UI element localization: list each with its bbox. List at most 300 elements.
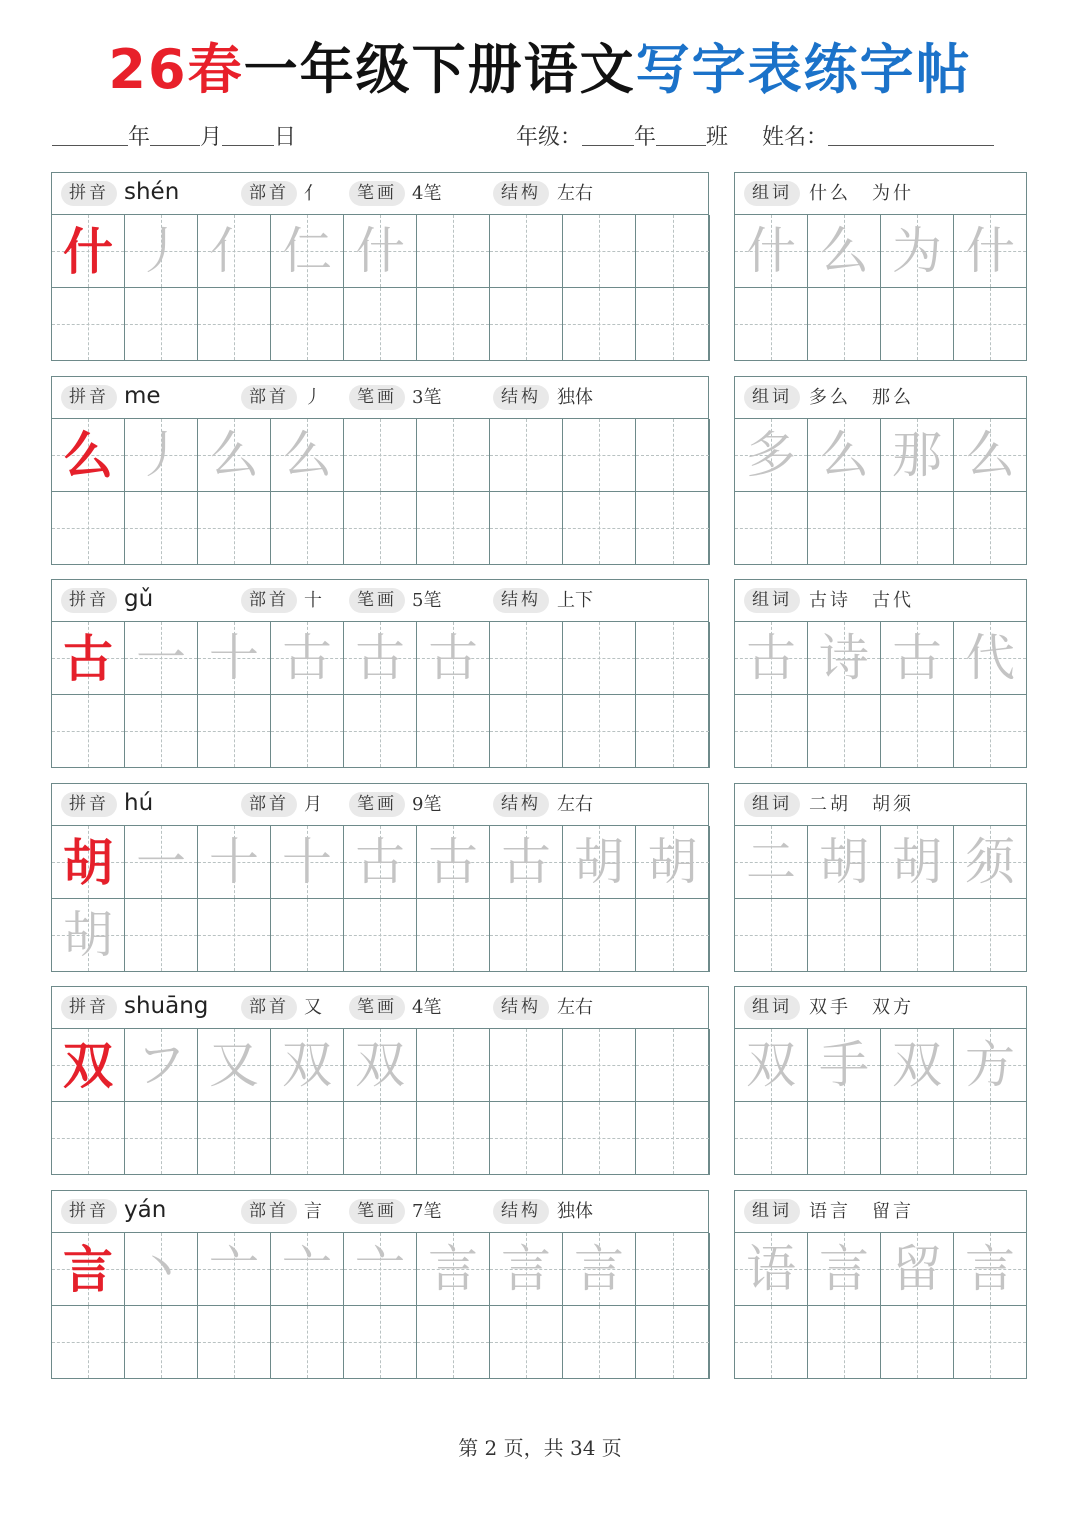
character-info-row — [52, 987, 708, 1029]
writing-cell[interactable] — [881, 215, 954, 288]
writing-cell[interactable] — [344, 215, 417, 288]
strokes-value: 9笔 — [412, 794, 442, 815]
writing-cell[interactable] — [636, 288, 710, 361]
writing-cell[interactable] — [52, 695, 125, 768]
writing-cell[interactable] — [636, 492, 710, 565]
writing-cell[interactable] — [344, 1102, 417, 1175]
words-tag: 组词 — [744, 385, 800, 410]
writing-cell[interactable] — [881, 1233, 954, 1306]
writing-cell[interactable] — [636, 1029, 710, 1102]
writing-cell[interactable] — [636, 695, 710, 768]
writing-cell[interactable] — [417, 1029, 490, 1102]
radical-tag: 部首 — [241, 588, 297, 613]
writing-cell[interactable] — [954, 1029, 1027, 1102]
writing-cell[interactable] — [881, 622, 954, 695]
model-character: 双 — [63, 1036, 113, 1095]
writing-cell[interactable] — [490, 826, 563, 899]
writing-cell[interactable] — [563, 622, 636, 695]
writing-cell[interactable] — [344, 288, 417, 361]
writing-cell[interactable] — [198, 1102, 271, 1175]
writing-cell[interactable] — [735, 492, 808, 565]
stroke-step: フ — [136, 1036, 186, 1094]
writing-cell[interactable] — [52, 826, 125, 899]
word-trace-character: 么 — [819, 222, 869, 280]
model-character: 么 — [63, 426, 113, 485]
pinyin-value: hú — [124, 790, 154, 816]
writing-cell[interactable] — [271, 1306, 344, 1379]
writing-cell[interactable] — [881, 1102, 954, 1175]
stroke-step: 亠 — [209, 1240, 259, 1298]
structure-value: 上下 — [557, 590, 593, 611]
model-character: 古 — [63, 629, 113, 688]
strokes-tag: 笔画 — [349, 588, 405, 613]
words-value: 双手 双方 — [809, 997, 914, 1018]
page-footer: 第 2 页，共 34 页 — [458, 1436, 622, 1460]
writing-cell[interactable] — [198, 899, 271, 972]
writing-cell[interactable] — [344, 1029, 417, 1102]
writing-cell[interactable] — [881, 1029, 954, 1102]
words-value: 多么 那么 — [809, 387, 914, 408]
structure-tag: 结构 — [493, 181, 549, 206]
writing-cell[interactable] — [808, 622, 881, 695]
writing-cell[interactable] — [563, 899, 636, 972]
date-line — [52, 118, 296, 158]
writing-cell[interactable] — [198, 288, 271, 361]
word-trace-character: 什 — [965, 222, 1015, 280]
radical-tag: 部首 — [241, 792, 297, 817]
word-trace-character: 多 — [746, 426, 796, 484]
writing-cell[interactable] — [954, 826, 1027, 899]
pinyin-value: shuāng — [124, 993, 209, 1019]
writing-cell[interactable] — [735, 215, 808, 288]
stroke-step: 双 — [282, 1036, 332, 1094]
stroke-step: 古 — [282, 629, 332, 687]
writing-cell[interactable] — [344, 1306, 417, 1379]
word-trace-character: 么 — [965, 426, 1015, 484]
title-grade: 一年级下册语文 — [243, 38, 636, 101]
writing-cell[interactable] — [125, 1233, 198, 1306]
radical-value: 言 — [304, 1201, 322, 1222]
writing-cell[interactable] — [417, 1102, 490, 1175]
pinyin-value: gǔ — [124, 586, 154, 612]
writing-cell[interactable] — [881, 419, 954, 492]
writing-cell[interactable] — [954, 492, 1027, 565]
writing-cell[interactable] — [636, 622, 710, 695]
writing-cell[interactable] — [808, 826, 881, 899]
stroke-step: 胡 — [574, 833, 624, 891]
writing-cell[interactable] — [198, 1233, 271, 1306]
structure-tag: 结构 — [493, 588, 549, 613]
writing-cell[interactable] — [52, 1102, 125, 1175]
writing-cell[interactable] — [881, 695, 954, 768]
character-card — [51, 783, 709, 972]
word-info-row — [735, 377, 1026, 419]
radical-tag: 部首 — [241, 1199, 297, 1224]
writing-cell[interactable] — [125, 1029, 198, 1102]
radical-tag: 部首 — [241, 995, 297, 1020]
structure-tag: 结构 — [493, 995, 549, 1020]
stroke-step: 么 — [282, 426, 332, 484]
writing-cell[interactable] — [735, 1102, 808, 1175]
writing-cell[interactable] — [563, 1233, 636, 1306]
pinyin-tag: 拼音 — [61, 792, 117, 817]
writing-cell[interactable] — [271, 492, 344, 565]
writing-cell[interactable] — [271, 899, 344, 972]
word-info-row — [735, 784, 1026, 826]
writing-cell[interactable] — [125, 622, 198, 695]
stroke-step: 十 — [282, 833, 332, 891]
writing-cell[interactable] — [636, 1102, 710, 1175]
strokes-value: 3笔 — [412, 387, 442, 408]
writing-cell[interactable] — [490, 492, 563, 565]
words-value: 古诗 古代 — [809, 590, 914, 611]
word-trace-character: 为 — [892, 222, 942, 280]
character-info-row — [52, 784, 708, 826]
writing-cell[interactable] — [198, 622, 271, 695]
word-trace-character: 语 — [746, 1240, 796, 1298]
word-info-row — [735, 987, 1026, 1029]
writing-cell[interactable] — [125, 1102, 198, 1175]
class-unit: 班 — [706, 125, 729, 150]
title-year: 26春 — [108, 38, 244, 101]
writing-cell[interactable] — [563, 419, 636, 492]
radical-value: 十 — [304, 590, 322, 611]
writing-cell[interactable] — [881, 826, 954, 899]
writing-cell[interactable] — [808, 1233, 881, 1306]
stroke-step: 古 — [428, 629, 478, 687]
writing-cell[interactable] — [954, 899, 1027, 972]
writing-cell[interactable] — [563, 826, 636, 899]
writing-cell[interactable] — [417, 826, 490, 899]
writing-cell[interactable] — [636, 899, 710, 972]
writing-cell[interactable] — [954, 622, 1027, 695]
writing-cell[interactable] — [563, 1029, 636, 1102]
writing-cell[interactable] — [490, 215, 563, 288]
stroke-step: 一 — [136, 833, 186, 891]
writing-cell[interactable] — [563, 695, 636, 768]
writing-cell[interactable] — [271, 695, 344, 768]
writing-cell[interactable] — [636, 826, 710, 899]
word-trace-character: 双 — [892, 1036, 942, 1094]
structure-tag: 结构 — [493, 385, 549, 410]
writing-cell[interactable] — [271, 622, 344, 695]
writing-cell[interactable] — [636, 1233, 710, 1306]
writing-cell[interactable] — [735, 826, 808, 899]
writing-cell[interactable] — [735, 419, 808, 492]
word-info-row — [735, 1191, 1026, 1233]
structure-value: 左右 — [557, 183, 593, 204]
grade-unit: 年 — [634, 125, 657, 150]
writing-cell[interactable] — [52, 492, 125, 565]
writing-cell[interactable] — [881, 1306, 954, 1379]
writing-cell[interactable] — [735, 1306, 808, 1379]
writing-cell[interactable] — [417, 1306, 490, 1379]
writing-cell[interactable] — [125, 695, 198, 768]
writing-cell[interactable] — [198, 419, 271, 492]
word-trace-character: 须 — [965, 833, 1015, 891]
writing-cell[interactable] — [563, 288, 636, 361]
writing-cell[interactable] — [271, 215, 344, 288]
writing-cell[interactable] — [808, 695, 881, 768]
writing-cell[interactable] — [344, 826, 417, 899]
word-trace-character: 手 — [819, 1036, 869, 1094]
writing-cell[interactable] — [417, 215, 490, 288]
pinyin-tag: 拼音 — [61, 995, 117, 1020]
trace-character: 胡 — [63, 906, 113, 964]
words-value: 什么 为什 — [809, 183, 914, 204]
writing-cell[interactable] — [808, 492, 881, 565]
writing-cell[interactable] — [52, 1029, 125, 1102]
writing-cell[interactable] — [881, 899, 954, 972]
pinyin-tag: 拼音 — [61, 588, 117, 613]
writing-cell[interactable] — [881, 288, 954, 361]
writing-cell[interactable] — [954, 695, 1027, 768]
year-label: 年 — [128, 125, 151, 150]
word-trace-character: 言 — [965, 1240, 1015, 1298]
writing-cell[interactable] — [52, 215, 125, 288]
words-tag: 组词 — [744, 995, 800, 1020]
writing-cell[interactable] — [198, 826, 271, 899]
stroke-step: 言 — [501, 1240, 551, 1298]
writing-cell[interactable] — [735, 622, 808, 695]
stroke-step: 仁 — [282, 222, 332, 280]
writing-cell[interactable] — [808, 288, 881, 361]
word-card — [734, 986, 1027, 1175]
stroke-step: 一 — [136, 629, 186, 687]
stroke-step: 丿 — [136, 222, 186, 280]
character-info-row — [52, 377, 708, 419]
word-trace-character: 什 — [746, 222, 796, 280]
radical-tag: 部首 — [241, 181, 297, 206]
word-card — [734, 172, 1027, 361]
stroke-step: 古 — [355, 833, 405, 891]
writing-cell[interactable] — [344, 419, 417, 492]
words-tag: 组词 — [744, 1199, 800, 1224]
writing-cell[interactable] — [808, 215, 881, 288]
writing-cell[interactable] — [271, 826, 344, 899]
writing-cell[interactable] — [198, 1306, 271, 1379]
writing-cell[interactable] — [808, 1102, 881, 1175]
writing-cell[interactable] — [52, 1233, 125, 1306]
writing-cell[interactable] — [636, 215, 710, 288]
writing-cell[interactable] — [954, 215, 1027, 288]
writing-cell[interactable] — [735, 695, 808, 768]
writing-cell[interactable] — [417, 419, 490, 492]
strokes-tag: 笔画 — [349, 1199, 405, 1224]
structure-value: 独体 — [557, 387, 593, 408]
character-info-row — [52, 173, 708, 215]
writing-cell[interactable] — [490, 899, 563, 972]
stroke-step: 亠 — [355, 1240, 405, 1298]
pinyin-tag: 拼音 — [61, 181, 117, 206]
writing-cell[interactable] — [125, 215, 198, 288]
character-card — [51, 376, 709, 565]
writing-cell[interactable] — [490, 622, 563, 695]
writing-cell[interactable] — [490, 1306, 563, 1379]
writing-cell[interactable] — [52, 622, 125, 695]
strokes-value: 5笔 — [412, 590, 442, 611]
grade-blank[interactable] — [582, 119, 634, 146]
writing-cell[interactable] — [808, 1306, 881, 1379]
month-blank[interactable] — [150, 119, 200, 146]
structure-value: 左右 — [557, 997, 593, 1018]
writing-cell[interactable] — [808, 1029, 881, 1102]
stroke-step: 又 — [209, 1036, 259, 1094]
word-trace-character: 双 — [746, 1036, 796, 1094]
writing-cell[interactable] — [125, 1306, 198, 1379]
words-tag: 组词 — [744, 588, 800, 613]
word-trace-character: 胡 — [892, 833, 942, 891]
writing-cell[interactable] — [198, 492, 271, 565]
strokes-tag: 笔画 — [349, 385, 405, 410]
writing-cell[interactable] — [52, 419, 125, 492]
month-label: 月 — [200, 125, 223, 150]
model-character: 胡 — [63, 833, 113, 892]
structure-value: 左右 — [557, 794, 593, 815]
writing-cell[interactable] — [954, 1102, 1027, 1175]
radical-value: 月 — [304, 794, 322, 815]
stroke-step: 十 — [209, 833, 259, 891]
year-blank[interactable] — [52, 119, 128, 146]
writing-cell[interactable] — [198, 1029, 271, 1102]
stroke-step: 古 — [355, 629, 405, 687]
writing-cell[interactable] — [125, 899, 198, 972]
word-trace-character: 二 — [746, 833, 796, 891]
writing-cell[interactable] — [490, 288, 563, 361]
word-trace-character: 言 — [819, 1240, 869, 1298]
writing-cell[interactable] — [490, 695, 563, 768]
day-blank[interactable] — [222, 119, 274, 146]
structure-tag: 结构 — [493, 792, 549, 817]
stroke-step: 双 — [355, 1036, 405, 1094]
word-card — [734, 579, 1027, 768]
strokes-value: 7笔 — [412, 1201, 442, 1222]
words-value: 语言 留言 — [809, 1201, 914, 1222]
character-info-row — [52, 1191, 708, 1233]
word-trace-character: 古 — [746, 629, 796, 687]
writing-cell[interactable] — [198, 695, 271, 768]
writing-cell[interactable] — [735, 1233, 808, 1306]
title-type: 写字表练字帖 — [635, 38, 972, 101]
writing-cell[interactable] — [198, 215, 271, 288]
name-blank[interactable] — [828, 119, 994, 146]
writing-cell[interactable] — [954, 1306, 1027, 1379]
writing-cell[interactable] — [735, 288, 808, 361]
character-card — [51, 579, 709, 768]
writing-cell[interactable] — [563, 215, 636, 288]
writing-cell[interactable] — [52, 899, 125, 972]
structure-value: 独体 — [557, 1201, 593, 1222]
word-trace-character: 留 — [892, 1240, 942, 1298]
writing-cell[interactable] — [735, 899, 808, 972]
writing-cell[interactable] — [344, 899, 417, 972]
word-trace-character: 诗 — [819, 629, 869, 687]
writing-cell[interactable] — [417, 695, 490, 768]
name-label: 姓名： — [762, 125, 829, 150]
writing-cell[interactable] — [808, 899, 881, 972]
pinyin-tag: 拼音 — [61, 385, 117, 410]
writing-cell[interactable] — [735, 1029, 808, 1102]
stroke-step: 古 — [501, 833, 551, 891]
stroke-step: 言 — [428, 1240, 478, 1298]
strokes-tag: 笔画 — [349, 995, 405, 1020]
pinyin-value: yán — [124, 1197, 167, 1223]
character-card — [51, 1190, 709, 1379]
stroke-step: 丶 — [136, 1240, 186, 1298]
writing-cell[interactable] — [344, 622, 417, 695]
writing-cell[interactable] — [490, 1102, 563, 1175]
model-character: 言 — [63, 1240, 113, 1299]
writing-cell[interactable] — [125, 419, 198, 492]
writing-cell[interactable] — [344, 492, 417, 565]
writing-cell[interactable] — [490, 1029, 563, 1102]
writing-cell[interactable] — [636, 419, 710, 492]
writing-cell[interactable] — [271, 1102, 344, 1175]
stroke-step: 丿 — [136, 426, 186, 484]
writing-cell[interactable] — [52, 1306, 125, 1379]
words-tag: 组词 — [744, 181, 800, 206]
writing-cell[interactable] — [125, 492, 198, 565]
writing-cell[interactable] — [954, 1233, 1027, 1306]
writing-cell[interactable] — [417, 288, 490, 361]
word-info-row — [735, 173, 1026, 215]
strokes-tag: 笔画 — [349, 792, 405, 817]
class-blank[interactable] — [656, 119, 706, 146]
writing-cell[interactable] — [808, 419, 881, 492]
word-trace-character: 那 — [892, 426, 942, 484]
writing-cell[interactable] — [954, 419, 1027, 492]
strokes-value: 4笔 — [412, 183, 442, 204]
stroke-step: 亻 — [209, 222, 259, 280]
stroke-step: 古 — [428, 833, 478, 891]
writing-cell[interactable] — [344, 695, 417, 768]
structure-tag: 结构 — [493, 1199, 549, 1224]
writing-cell[interactable] — [881, 492, 954, 565]
writing-cell[interactable] — [271, 1029, 344, 1102]
words-value: 二胡 胡须 — [809, 794, 914, 815]
writing-cell[interactable] — [417, 1233, 490, 1306]
writing-cell[interactable] — [563, 492, 636, 565]
writing-cell[interactable] — [125, 826, 198, 899]
writing-cell[interactable] — [636, 1306, 710, 1379]
word-info-row — [735, 580, 1026, 622]
writing-cell[interactable] — [125, 288, 198, 361]
word-trace-character: 代 — [965, 629, 1015, 687]
writing-cell[interactable] — [52, 288, 125, 361]
character-card — [51, 172, 709, 361]
writing-cell[interactable] — [563, 1102, 636, 1175]
writing-cell[interactable] — [417, 622, 490, 695]
writing-cell[interactable] — [271, 1233, 344, 1306]
writing-cell[interactable] — [344, 1233, 417, 1306]
writing-cell[interactable] — [417, 899, 490, 972]
stroke-step: 亠 — [282, 1240, 332, 1298]
writing-cell[interactable] — [563, 1306, 636, 1379]
writing-cell[interactable] — [954, 288, 1027, 361]
writing-cell[interactable] — [490, 419, 563, 492]
writing-cell[interactable] — [490, 1233, 563, 1306]
day-label: 日 — [274, 125, 297, 150]
writing-cell[interactable] — [417, 492, 490, 565]
word-card — [734, 783, 1027, 972]
stroke-step: 十 — [209, 629, 259, 687]
student-line — [516, 118, 994, 158]
writing-cell[interactable] — [271, 288, 344, 361]
grade-label: 年级： — [516, 125, 583, 150]
words-tag: 组词 — [744, 792, 800, 817]
word-trace-character: 古 — [892, 629, 942, 687]
writing-cell[interactable] — [271, 419, 344, 492]
